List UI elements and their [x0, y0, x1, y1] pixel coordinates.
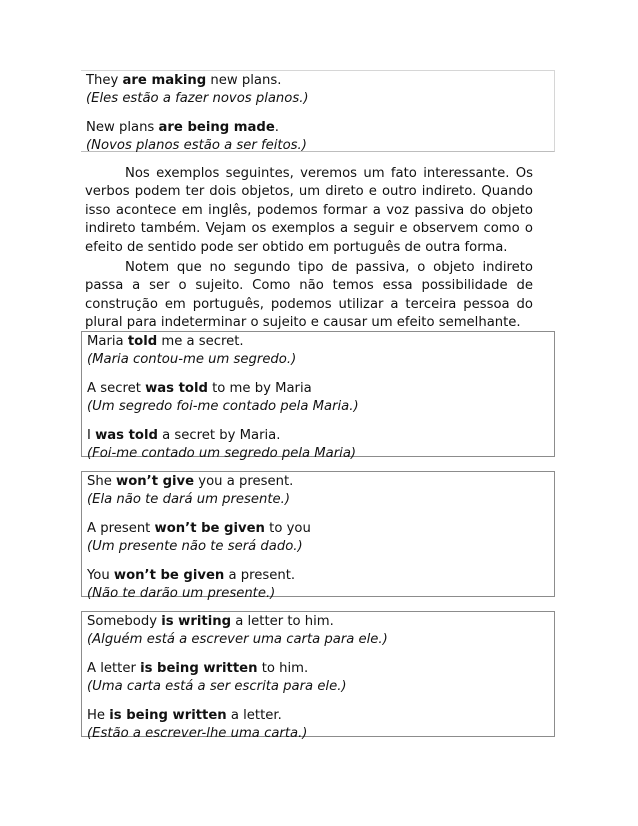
portuguese-translation: (Alguém está a escrever uma carta para ele.): [87, 632, 388, 647]
portuguese-translation: (Um segredo foi-me contado pela Maria.): [87, 399, 359, 414]
verb-highlight: are making: [122, 73, 207, 88]
english-sentence: She won’t give you a present.: [87, 474, 294, 489]
example-pair: [87, 427, 549, 463]
example-pair: [87, 567, 549, 603]
example-pair: [87, 660, 549, 696]
english-sentence: New plans are being made.: [86, 120, 279, 135]
example-pair: [87, 707, 549, 743]
english-sentence: A secret was told to me by Maria: [87, 381, 312, 396]
english-sentence: I was told a secret by Maria.: [87, 428, 281, 443]
example-box-1: [81, 70, 555, 152]
english-sentence: Maria told me a secret.: [87, 334, 244, 349]
portuguese-translation: (Maria contou-me um segredo.): [87, 352, 297, 367]
example-pair: [87, 380, 549, 416]
verb-highlight: won’t give: [116, 474, 195, 489]
english-sentence: He is being written a letter.: [87, 708, 282, 723]
english-sentence: They are making new plans.: [86, 73, 282, 88]
verb-highlight: told: [127, 334, 158, 349]
example-box-3: [81, 471, 555, 601]
portuguese-translation: (Uma carta está a ser escrita para ele.): [87, 679, 347, 694]
portuguese-translation: (Ela não te dará um presente.): [87, 492, 291, 507]
english-sentence: A letter is being written to him.: [87, 661, 309, 676]
example-pair: [87, 473, 549, 509]
verb-highlight: is being written: [109, 708, 227, 723]
example-pair: [87, 520, 549, 556]
verb-highlight: is writing: [161, 614, 232, 629]
verb-highlight: won’t be given: [154, 521, 265, 536]
example-pair: [87, 333, 549, 369]
example-pair: [87, 613, 549, 649]
verb-highlight: was told: [95, 428, 158, 443]
verb-highlight: are being made: [158, 120, 275, 135]
verb-highlight: is being written: [140, 661, 258, 676]
english-sentence: A present won’t be given to you: [87, 521, 311, 536]
portuguese-translation: (Um presente não te será dado.): [87, 539, 303, 554]
body-paragraph-1: Nos exemplos seguintes, veremos um fato interessante. Os verbos podem ter dois objetos, um direto e outro indireto. Quando isso acontece em inglês, podemos formar a voz passiva do objeto indireto também. Vejam os exemplos a seguir e observem como o efeito de sentido pode ser obtido em português de outra forma.: [85, 166, 533, 255]
body-paragraph-2: Notem que no segundo tipo de passiva, o objeto indireto passa a ser o sujeito. Como não temos essa possibilidade de construção em português, podemos utilizar a terceira pessoa do plural para indeterminar o sujeito e causar um efeito semelhante.: [85, 260, 533, 331]
portuguese-translation: (Eles estão a fazer novos planos.): [86, 91, 309, 106]
example-pair: [86, 72, 549, 108]
example-box-4: [81, 611, 555, 741]
verb-highlight: won’t be given: [113, 568, 225, 583]
english-sentence: You won’t be given a present.: [87, 568, 296, 583]
portuguese-translation: (Foi-me contado um segredo pela Maria): [87, 446, 357, 461]
portuguese-translation: (Não te darão um presente.): [87, 586, 276, 601]
example-box-2: [81, 331, 555, 461]
portuguese-translation: (Novos planos estão a ser feitos.): [86, 138, 307, 153]
verb-highlight: was told: [145, 381, 208, 396]
english-sentence: Somebody is writing a letter to him.: [87, 614, 334, 629]
portuguese-translation: (Estão a escrever-lhe uma carta.): [87, 726, 308, 741]
example-pair: [86, 119, 549, 155]
